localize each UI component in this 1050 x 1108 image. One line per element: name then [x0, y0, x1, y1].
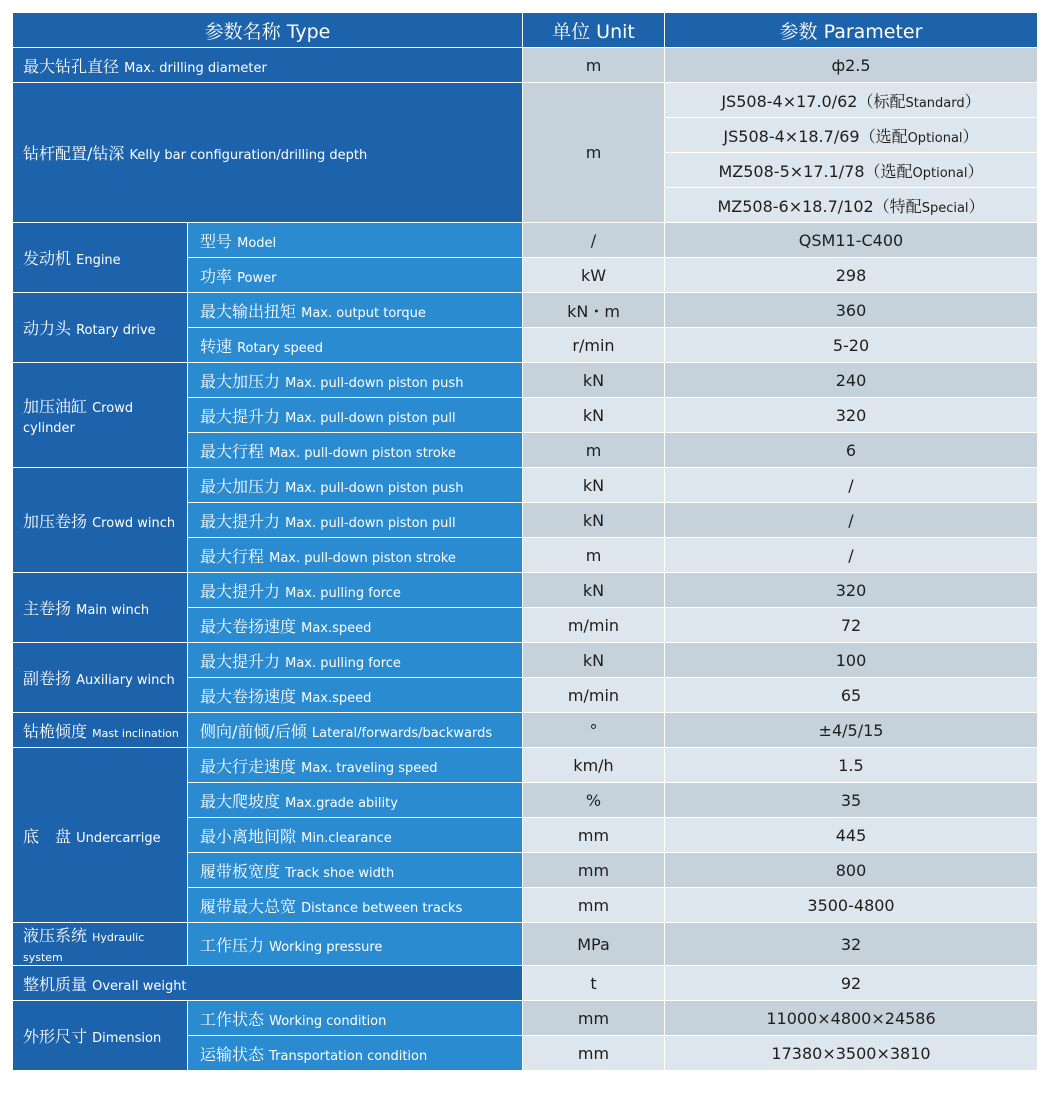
- unit-cell: kW: [523, 258, 665, 293]
- param-cell: /: [665, 468, 1038, 503]
- label-cn: 侧向/前倾/后倾: [200, 721, 307, 741]
- label-en: Max. pull-down piston pull: [285, 515, 456, 531]
- sub-label: [188, 853, 523, 888]
- table-row: [13, 1001, 1038, 1036]
- unit-cell: mm: [523, 1001, 665, 1036]
- label-en: Max. pull-down piston pull: [285, 410, 456, 426]
- table-row: [13, 293, 1038, 328]
- unit-cell: m: [523, 83, 665, 223]
- param-cell: [665, 153, 1038, 188]
- label-cn: 最大行程: [200, 441, 265, 461]
- row-label: [13, 966, 523, 1001]
- label-en: Max. drilling diameter: [124, 60, 267, 76]
- unit-cell: m: [523, 48, 665, 83]
- param-cell: 35: [665, 783, 1038, 818]
- kelly-tag: Standard: [905, 95, 965, 111]
- unit-cell: t: [523, 966, 665, 1001]
- table-row: [13, 48, 1038, 83]
- sub-label: [188, 398, 523, 433]
- label-en: Main winch: [76, 603, 150, 618]
- group-label: [13, 468, 188, 573]
- label-cn: 最大钻孔直径: [23, 56, 120, 76]
- label-en: Max. pull-down piston push: [285, 375, 464, 391]
- table-row: [13, 748, 1038, 783]
- param-cell: 32: [665, 923, 1038, 966]
- param-cell: 11000×4800×24586: [665, 1001, 1038, 1036]
- param-cell: 360: [665, 293, 1038, 328]
- sub-label: [188, 503, 523, 538]
- label-cn: 工作压力: [200, 935, 265, 955]
- sub-label: [188, 748, 523, 783]
- label-cn: 主卷扬: [23, 599, 72, 618]
- label-en: Engine: [76, 253, 121, 268]
- label-cn: 型号: [200, 231, 233, 251]
- unit-cell: %: [523, 783, 665, 818]
- unit-cell: r/min: [523, 328, 665, 363]
- sub-label: [188, 1036, 523, 1071]
- unit-cell: mm: [523, 1036, 665, 1071]
- unit-cell: kN: [523, 573, 665, 608]
- param-cell: [665, 118, 1038, 153]
- label-cn: 最大行走速度: [200, 756, 297, 776]
- param-cell: 92: [665, 966, 1038, 1001]
- label-cn: 最大提升力: [200, 406, 281, 426]
- sub-label: [188, 818, 523, 853]
- group-label: [13, 293, 188, 363]
- label-cn: 整机质量: [23, 974, 88, 994]
- label-en: Transportation condition: [269, 1048, 428, 1064]
- sub-label: [188, 608, 523, 643]
- label-cn: 最大提升力: [200, 651, 281, 671]
- group-label: [13, 643, 188, 713]
- unit-cell: m: [523, 538, 665, 573]
- label-cn: 功率: [200, 266, 233, 286]
- label-en: Crowd cylinder: [23, 401, 134, 436]
- label-cn: 履带最大总宽: [200, 896, 297, 916]
- label-en: Lateral/forwards/backwards: [311, 725, 493, 741]
- unit-cell: m/min: [523, 608, 665, 643]
- label-cn: 钻杆配置/钻深: [23, 144, 125, 163]
- label-en: Max. pull-down piston push: [285, 480, 464, 496]
- table-row: [13, 223, 1038, 258]
- group-label: [13, 363, 188, 468]
- param-cell: 100: [665, 643, 1038, 678]
- row-label: [13, 83, 523, 223]
- sub-label: [188, 363, 523, 398]
- label-en: Working pressure: [269, 939, 383, 955]
- label-cn: 发动机: [23, 249, 72, 268]
- label-cn: 最大卷扬速度: [200, 616, 297, 636]
- label-en: Rotary speed: [237, 340, 324, 356]
- header-row: [13, 13, 1038, 48]
- param-cell: 800: [665, 853, 1038, 888]
- sub-label: [188, 223, 523, 258]
- label-en: Dimension: [92, 1031, 162, 1046]
- label-en: Max. traveling speed: [301, 760, 438, 776]
- sub-label: [188, 328, 523, 363]
- sub-label: [188, 888, 523, 923]
- table-row: [13, 363, 1038, 398]
- type-header: 参数名称 Type: [13, 13, 523, 48]
- sub-label: [188, 538, 523, 573]
- label-cn: 动力头: [23, 319, 72, 338]
- group-label: [13, 748, 188, 923]
- unit-cell: MPa: [523, 923, 665, 966]
- unit-cell: /: [523, 223, 665, 258]
- table-row: [13, 643, 1038, 678]
- sub-label: [188, 293, 523, 328]
- label-cn: 最大卷扬速度: [200, 686, 297, 706]
- label-cn: 最小离地间隙: [200, 826, 297, 846]
- spec-table: [12, 12, 1038, 1071]
- param-cell: /: [665, 538, 1038, 573]
- label-cn: 履带板宽度: [200, 861, 281, 881]
- param-cell: 6: [665, 433, 1038, 468]
- label-cn: 最大加压力: [200, 476, 281, 496]
- label-cn: 最大行程: [200, 546, 265, 566]
- table-row: [13, 83, 1038, 118]
- unit-cell: kN: [523, 643, 665, 678]
- label-en: Max.speed: [301, 620, 372, 636]
- param-cell: /: [665, 503, 1038, 538]
- group-label: [13, 713, 188, 748]
- sub-label: [188, 713, 523, 748]
- kelly-bracket: ）: [967, 161, 984, 181]
- unit-cell: kN: [523, 468, 665, 503]
- label-cn: 最大加压力: [200, 371, 281, 391]
- param-cell: 1.5: [665, 748, 1038, 783]
- param-cell: QSM11-C400: [665, 223, 1038, 258]
- label-cn: 最大提升力: [200, 581, 281, 601]
- table-row: [13, 468, 1038, 503]
- label-en: Max. pulling force: [285, 585, 401, 601]
- unit-cell: mm: [523, 888, 665, 923]
- sub-label: [188, 468, 523, 503]
- label-cn: 转速: [200, 336, 233, 356]
- sub-label: [188, 783, 523, 818]
- label-en: Max. output torque: [301, 305, 426, 321]
- param-cell: 5-20: [665, 328, 1038, 363]
- label-en: Max.grade ability: [285, 795, 398, 811]
- sub-label: [188, 678, 523, 713]
- kelly-tag: Special: [921, 200, 969, 216]
- label-en: Kelly bar configuration/drilling depth: [129, 148, 368, 163]
- label-cn: 外形尺寸: [23, 1027, 88, 1046]
- kelly-config: JS508-4×18.7/69（选配: [723, 126, 908, 146]
- kelly-tag: Optional: [907, 130, 963, 146]
- param-cell: 3500-4800: [665, 888, 1038, 923]
- sub-label: [188, 258, 523, 293]
- kelly-config: JS508-4×17.0/62（标配: [721, 91, 906, 111]
- param-cell: [665, 188, 1038, 223]
- label-cn: 工作状态: [200, 1009, 265, 1029]
- label-cn: 副卷扬: [23, 669, 72, 688]
- param-cell: 240: [665, 363, 1038, 398]
- sub-label: [188, 1001, 523, 1036]
- label-cn: 钻桅倾度: [23, 721, 88, 741]
- label-en: Rotary drive: [76, 323, 156, 338]
- label-cn: 底 盘: [23, 826, 72, 846]
- group-label: [13, 923, 188, 966]
- kelly-config: MZ508-5×17.1/78（选配: [718, 161, 913, 181]
- table-row: [13, 713, 1038, 748]
- unit-cell: kN: [523, 398, 665, 433]
- group-label: [13, 223, 188, 293]
- param-cell: 72: [665, 608, 1038, 643]
- param-cell: 320: [665, 573, 1038, 608]
- kelly-config: MZ508-6×18.7/102（特配: [717, 196, 922, 216]
- unit-cell: kN・m: [523, 293, 665, 328]
- param-cell: 65: [665, 678, 1038, 713]
- label-cn: 加压卷扬: [23, 511, 88, 531]
- label-cn: 液压系统: [23, 926, 88, 945]
- label-en: Max. pulling force: [285, 655, 401, 671]
- param-cell: 445: [665, 818, 1038, 853]
- group-label: [13, 1001, 188, 1071]
- label-en: Power: [237, 270, 277, 286]
- label-en: Overall weight: [92, 978, 187, 994]
- unit-cell: m: [523, 433, 665, 468]
- unit-header: 单位 Unit: [523, 13, 665, 48]
- label-cn: 最大提升力: [200, 511, 281, 531]
- unit-cell: kN: [523, 503, 665, 538]
- sub-label: [188, 573, 523, 608]
- row-label: [13, 48, 523, 83]
- unit-cell: kN: [523, 363, 665, 398]
- table-row: [13, 966, 1038, 1001]
- label-en: Auxiliary winch: [76, 673, 175, 688]
- label-en: Mast inclination: [92, 726, 179, 740]
- sub-label: [188, 643, 523, 678]
- param-cell: 17380×3500×3810: [665, 1036, 1038, 1071]
- sub-label: [188, 923, 523, 966]
- unit-cell: mm: [523, 818, 665, 853]
- label-en: Distance between tracks: [301, 900, 463, 916]
- label-en: Crowd winch: [92, 515, 176, 531]
- unit-cell: °: [523, 713, 665, 748]
- label-en: Max. pull-down piston stroke: [269, 550, 456, 566]
- label-en: Model: [237, 235, 277, 251]
- group-label: [13, 573, 188, 643]
- unit-cell: m/min: [523, 678, 665, 713]
- label-cn: 运输状态: [200, 1044, 265, 1064]
- label-en: Hydraulic system: [23, 931, 145, 964]
- param-cell: [665, 83, 1038, 118]
- label-en: Min.clearance: [301, 830, 392, 846]
- param-cell: 320: [665, 398, 1038, 433]
- label-cn: 最大爬坡度: [200, 791, 281, 811]
- kelly-bracket: ）: [964, 91, 981, 111]
- unit-cell: mm: [523, 853, 665, 888]
- kelly-bracket: ）: [968, 196, 985, 216]
- label-en: Max. pull-down piston stroke: [269, 445, 456, 461]
- label-cn: 加压油缸: [23, 397, 88, 416]
- label-en: Track shoe width: [285, 865, 395, 881]
- table-row: [13, 573, 1038, 608]
- unit-cell: km/h: [523, 748, 665, 783]
- sub-label: [188, 433, 523, 468]
- label-en: Max.speed: [301, 690, 372, 706]
- kelly-tag: Optional: [912, 165, 968, 181]
- label-en: Undercarrige: [76, 830, 161, 846]
- param-cell: ±4/5/15: [665, 713, 1038, 748]
- param-cell: ф2.5: [665, 48, 1038, 83]
- param-cell: 298: [665, 258, 1038, 293]
- table-row: [13, 923, 1038, 966]
- label-en: Working condition: [269, 1013, 387, 1029]
- label-cn: 最大输出扭矩: [200, 301, 297, 321]
- kelly-bracket: ）: [962, 126, 979, 146]
- parameter-header: 参数 Parameter: [665, 13, 1038, 48]
